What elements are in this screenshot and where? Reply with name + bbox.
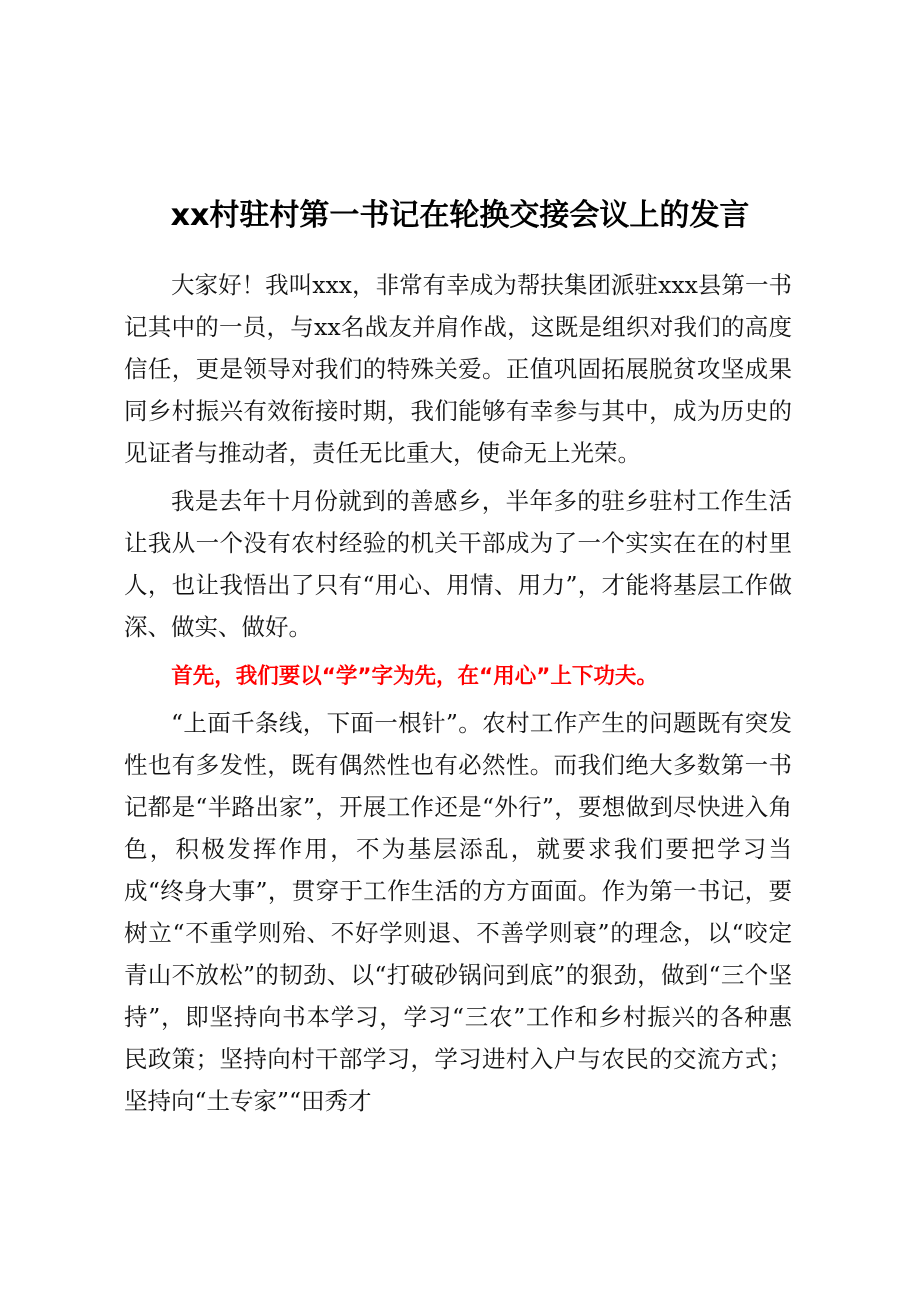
paragraph-greeting: 大家好！我叫xxx，非常有幸成为帮扶集团派驻xxx县第一书记其中的一员，与xx名战友并肩作战，这既是组织对我们的高度信任，更是领导对我们的特殊关爱。正值巩固拓展脱贫攻坚成果同乡村振兴有效衔接时期，我们能够有幸参与其中，成为历史的见证者与推动者，责任无比重大，使命无上光荣。 [124, 271, 792, 467]
paragraph-learning: “上面千条线，下面一根针”。农村工作产生的问题既有突发性也有多发性，既有偶然性也有必然性。而我们绝大多数第一书记都是“半路出家”，开展工作还是“外行”，要想做到尽快进入角色，积极发挥作用，不为基层添乱，就要求我们要把学习当成“终身大事”，贯穿于工作生活的方方面面。作为第一书记，要树立“不重学则殆、不好学则退、不善学则衰”的理念，以“咬定青山不放松”的韧劲、以“打破砂锅问到底”的狠劲，做到“三个坚持”，即坚持向书本学习，学习“三农”工作和乡村振兴的各种惠民政策；坚持向村干部学习，学习进村入户与农民的交流方式；坚持向“土专家”“田秀才 [124, 709, 792, 1115]
section-heading: 首先，我们要以“学”字为先，在“用心”上下功夫。 [171, 664, 658, 689]
paragraph-experience: 我是去年十月份就到的善感乡，半年多的驻乡驻村工作生活让我从一个没有农村经验的机关干部成为了一个实实在在的村里人，也让我悟出了只有“用心、用情、用力”，才能将基层工作做深、做实、做好。 [124, 487, 792, 641]
page-title: xx村驻村第一书记在轮换交接会议上的发言 [170, 198, 750, 233]
document-body [124, 264, 792, 1122]
